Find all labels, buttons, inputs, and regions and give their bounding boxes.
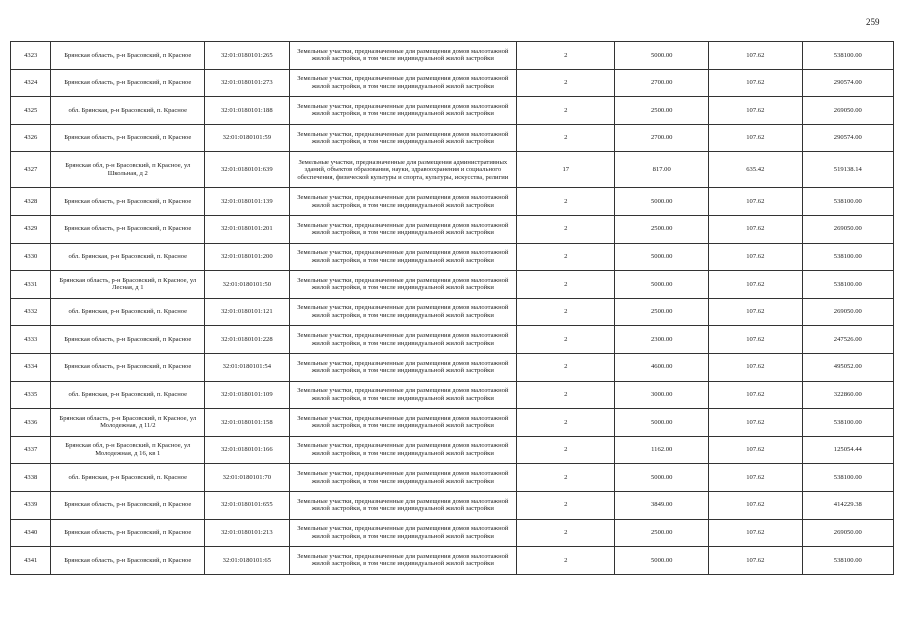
use-group-cell: 2 <box>517 298 615 326</box>
address-cell: Брянская область, р-н Брасовский, п Красное <box>51 353 205 381</box>
address-cell: Брянская обл, р-н Брасовский, п Красное, ул Школьная, д 2 <box>51 152 205 188</box>
permitted-use-cell: Земельные участки, предназначенные для размещения домов малоэтажной жилой застройки, в том числе индивидуальной жилой застройки <box>289 519 517 547</box>
area-cell: 4600.00 <box>615 353 709 381</box>
area-cell: 5000.00 <box>615 243 709 271</box>
permitted-use-cell: Земельные участки, предназначенные для размещения домов малоэтажной жилой застройки, в том числе индивидуальной жилой застройки <box>289 326 517 354</box>
row-number-cell: 4339 <box>11 491 51 519</box>
cadastral-number-cell: 32:01:0180101:188 <box>205 97 289 125</box>
permitted-use-cell: Земельные участки, предназначенные для размещения домов малоэтажной жилой застройки, в том числе индивидуальной жилой застройки <box>289 271 517 299</box>
specific-value-cell: 107.62 <box>709 519 803 547</box>
specific-value-cell: 107.62 <box>709 298 803 326</box>
area-cell: 2500.00 <box>615 298 709 326</box>
row-number-cell: 4329 <box>11 215 51 243</box>
use-group-cell: 2 <box>517 353 615 381</box>
specific-value-cell: 107.62 <box>709 353 803 381</box>
row-number-cell: 4341 <box>11 547 51 575</box>
cadastral-value-cell: 290574.00 <box>802 69 893 97</box>
table-row <box>11 188 894 216</box>
cadastral-value-cell: 538100.00 <box>802 547 893 575</box>
use-group-cell: 2 <box>517 464 615 492</box>
permitted-use-cell: Земельные участки, предназначенные для размещения домов малоэтажной жилой застройки, в том числе индивидуальной жилой застройки <box>289 491 517 519</box>
address-cell: Брянская область, р-н Брасовский, п Красное <box>51 124 205 152</box>
specific-value-cell: 107.62 <box>709 243 803 271</box>
row-number-cell: 4323 <box>11 42 51 70</box>
row-number-cell: 4338 <box>11 464 51 492</box>
permitted-use-cell: Земельные участки, предназначенные для размещения домов малоэтажной жилой застройки, в том числе индивидуальной жилой застройки <box>289 409 517 437</box>
permitted-use-cell: Земельные участки, предназначенные для размещения домов малоэтажной жилой застройки, в том числе индивидуальной жилой застройки <box>289 243 517 271</box>
row-number-cell: 4328 <box>11 188 51 216</box>
area-cell: 2700.00 <box>615 69 709 97</box>
cadastral-number-cell: 32:01:0180101:166 <box>205 436 289 464</box>
address-cell: Брянская область, р-н Брасовский, п Красное, ул Лесная, д 1 <box>51 271 205 299</box>
specific-value-cell: 107.62 <box>709 97 803 125</box>
permitted-use-cell: Земельные участки, предназначенные для размещения домов малоэтажной жилой застройки, в том числе индивидуальной жилой застройки <box>289 381 517 409</box>
area-cell: 5000.00 <box>615 188 709 216</box>
page-number: 259 <box>866 17 880 27</box>
table-row <box>11 353 894 381</box>
area-cell: 2500.00 <box>615 215 709 243</box>
specific-value-cell: 107.62 <box>709 409 803 437</box>
address-cell: Брянская обл, р-н Брасовский, п Красное, ул Молодежная, д 16, кв 1 <box>51 436 205 464</box>
area-cell: 2700.00 <box>615 124 709 152</box>
table-row <box>11 42 894 70</box>
specific-value-cell: 107.62 <box>709 547 803 575</box>
cadastral-number-cell: 32:01:0180101:201 <box>205 215 289 243</box>
specific-value-cell: 107.62 <box>709 42 803 70</box>
address-cell: обл. Брянская, р-н Брасовский, п. Красное <box>51 97 205 125</box>
registry-body <box>11 42 894 575</box>
use-group-cell: 2 <box>517 271 615 299</box>
cadastral-value-cell: 538100.00 <box>802 271 893 299</box>
table-row <box>11 243 894 271</box>
address-cell: Брянская область, р-н Брасовский, п Красное <box>51 188 205 216</box>
area-cell: 5000.00 <box>615 42 709 70</box>
permitted-use-cell: Земельные участки, предназначенные для размещения домов малоэтажной жилой застройки, в том числе индивидуальной жилой застройки <box>289 353 517 381</box>
address-cell: Брянская область, р-н Брасовский, п Красное <box>51 326 205 354</box>
address-cell: обл. Брянская, р-н Брасовский, п. Красное <box>51 464 205 492</box>
use-group-cell: 2 <box>517 326 615 354</box>
area-cell: 5000.00 <box>615 409 709 437</box>
cadastral-number-cell: 32:01:0180101:59 <box>205 124 289 152</box>
use-group-cell: 2 <box>517 42 615 70</box>
permitted-use-cell: Земельные участки, предназначенные для размещения домов малоэтажной жилой застройки, в том числе индивидуальной жилой застройки <box>289 124 517 152</box>
use-group-cell: 2 <box>517 69 615 97</box>
row-number-cell: 4333 <box>11 326 51 354</box>
permitted-use-cell: Земельные участки, предназначенные для размещения административных зданий, объектов образования, науки, здравоохранения и социального обеспечения, физической культуры и спорта, культуры, искусства, религии <box>289 152 517 188</box>
cadastral-number-cell: 32:01:0180101:50 <box>205 271 289 299</box>
cadastral-value-cell: 269050.00 <box>802 519 893 547</box>
address-cell: Брянская область, р-н Брасовский, п Красное <box>51 215 205 243</box>
row-number-cell: 4332 <box>11 298 51 326</box>
address-cell: Брянская область, р-н Брасовский, п Красное <box>51 69 205 97</box>
row-number-cell: 4331 <box>11 271 51 299</box>
cadastral-value-cell: 247526.00 <box>802 326 893 354</box>
address-cell: обл. Брянская, р-н Брасовский, п. Красное <box>51 381 205 409</box>
table-row <box>11 436 894 464</box>
table-row <box>11 381 894 409</box>
specific-value-cell: 107.62 <box>709 326 803 354</box>
cadastral-value-cell: 538100.00 <box>802 464 893 492</box>
use-group-cell: 2 <box>517 519 615 547</box>
specific-value-cell: 107.62 <box>709 464 803 492</box>
use-group-cell: 2 <box>517 436 615 464</box>
use-group-cell: 2 <box>517 97 615 125</box>
use-group-cell: 2 <box>517 381 615 409</box>
table-row <box>11 271 894 299</box>
cadastral-value-cell: 269050.00 <box>802 215 893 243</box>
use-group-cell: 2 <box>517 188 615 216</box>
area-cell: 5000.00 <box>615 547 709 575</box>
cadastral-value-cell: 538100.00 <box>802 409 893 437</box>
cadastral-number-cell: 32:01:0180101:139 <box>205 188 289 216</box>
row-number-cell: 4326 <box>11 124 51 152</box>
land-plot-registry-table <box>10 41 894 575</box>
cadastral-value-cell: 322860.00 <box>802 381 893 409</box>
cadastral-value-cell: 125054.44 <box>802 436 893 464</box>
use-group-cell: 2 <box>517 547 615 575</box>
address-cell: Брянская область, р-н Брасовский, п Красное <box>51 42 205 70</box>
cadastral-number-cell: 32:01:0180101:65 <box>205 547 289 575</box>
address-cell: обл. Брянская, р-н Брасовский, п. Красное <box>51 298 205 326</box>
cadastral-value-cell: 538100.00 <box>802 188 893 216</box>
cadastral-number-cell: 32:01:0180101:273 <box>205 69 289 97</box>
table-row <box>11 547 894 575</box>
row-number-cell: 4337 <box>11 436 51 464</box>
cadastral-value-cell: 538100.00 <box>802 42 893 70</box>
specific-value-cell: 107.62 <box>709 124 803 152</box>
use-group-cell: 17 <box>517 152 615 188</box>
table-row <box>11 97 894 125</box>
cadastral-number-cell: 32:01:0180101:109 <box>205 381 289 409</box>
use-group-cell: 2 <box>517 409 615 437</box>
area-cell: 2300.00 <box>615 326 709 354</box>
area-cell: 2500.00 <box>615 97 709 125</box>
table-row <box>11 298 894 326</box>
cadastral-number-cell: 32:01:0180101:655 <box>205 491 289 519</box>
row-number-cell: 4327 <box>11 152 51 188</box>
address-cell: Брянская область, р-н Брасовский, п Красное <box>51 491 205 519</box>
table-row <box>11 519 894 547</box>
use-group-cell: 2 <box>517 124 615 152</box>
address-cell: Брянская область, р-н Брасовский, п Красное <box>51 519 205 547</box>
area-cell: 2500.00 <box>615 519 709 547</box>
cadastral-value-cell: 269050.00 <box>802 298 893 326</box>
table-row <box>11 215 894 243</box>
cadastral-value-cell: 495052.00 <box>802 353 893 381</box>
row-number-cell: 4330 <box>11 243 51 271</box>
cadastral-value-cell: 269050.00 <box>802 97 893 125</box>
cadastral-value-cell: 538100.00 <box>802 243 893 271</box>
table-row <box>11 326 894 354</box>
row-number-cell: 4334 <box>11 353 51 381</box>
area-cell: 5000.00 <box>615 271 709 299</box>
table-row <box>11 152 894 188</box>
specific-value-cell: 107.62 <box>709 215 803 243</box>
table-row <box>11 464 894 492</box>
specific-value-cell: 107.62 <box>709 188 803 216</box>
use-group-cell: 2 <box>517 215 615 243</box>
table-row <box>11 124 894 152</box>
permitted-use-cell: Земельные участки, предназначенные для размещения домов малоэтажной жилой застройки, в том числе индивидуальной жилой застройки <box>289 436 517 464</box>
row-number-cell: 4340 <box>11 519 51 547</box>
row-number-cell: 4335 <box>11 381 51 409</box>
cadastral-number-cell: 32:01:0180101:121 <box>205 298 289 326</box>
cadastral-value-cell: 290574.00 <box>802 124 893 152</box>
area-cell: 1162.00 <box>615 436 709 464</box>
specific-value-cell: 107.62 <box>709 271 803 299</box>
permitted-use-cell: Земельные участки, предназначенные для размещения домов малоэтажной жилой застройки, в том числе индивидуальной жилой застройки <box>289 97 517 125</box>
table-row <box>11 491 894 519</box>
row-number-cell: 4324 <box>11 69 51 97</box>
specific-value-cell: 107.62 <box>709 491 803 519</box>
permitted-use-cell: Земельные участки, предназначенные для размещения домов малоэтажной жилой застройки, в том числе индивидуальной жилой застройки <box>289 547 517 575</box>
use-group-cell: 2 <box>517 491 615 519</box>
address-cell: Брянская область, р-н Брасовский, п Красное <box>51 547 205 575</box>
cadastral-value-cell: 414229.38 <box>802 491 893 519</box>
permitted-use-cell: Земельные участки, предназначенные для размещения домов малоэтажной жилой застройки, в том числе индивидуальной жилой застройки <box>289 298 517 326</box>
use-group-cell: 2 <box>517 243 615 271</box>
cadastral-number-cell: 32:01:0180101:265 <box>205 42 289 70</box>
specific-value-cell: 107.62 <box>709 69 803 97</box>
cadastral-number-cell: 32:01:0180101:70 <box>205 464 289 492</box>
specific-value-cell: 635.42 <box>709 152 803 188</box>
area-cell: 3000.00 <box>615 381 709 409</box>
table-row <box>11 409 894 437</box>
area-cell: 817.00 <box>615 152 709 188</box>
permitted-use-cell: Земельные участки, предназначенные для размещения домов малоэтажной жилой застройки, в том числе индивидуальной жилой застройки <box>289 42 517 70</box>
cadastral-number-cell: 32:01:0180101:200 <box>205 243 289 271</box>
address-cell: обл. Брянская, р-н Брасовский, п. Красное <box>51 243 205 271</box>
specific-value-cell: 107.62 <box>709 436 803 464</box>
row-number-cell: 4325 <box>11 97 51 125</box>
permitted-use-cell: Земельные участки, предназначенные для размещения домов малоэтажной жилой застройки, в том числе индивидуальной жилой застройки <box>289 215 517 243</box>
cadastral-number-cell: 32:01:0180101:158 <box>205 409 289 437</box>
specific-value-cell: 107.62 <box>709 381 803 409</box>
area-cell: 3849.00 <box>615 491 709 519</box>
cadastral-value-cell: 519138.14 <box>802 152 893 188</box>
cadastral-number-cell: 32:01:0180101:228 <box>205 326 289 354</box>
permitted-use-cell: Земельные участки, предназначенные для размещения домов малоэтажной жилой застройки, в том числе индивидуальной жилой застройки <box>289 464 517 492</box>
cadastral-number-cell: 32:01:0180101:639 <box>205 152 289 188</box>
row-number-cell: 4336 <box>11 409 51 437</box>
permitted-use-cell: Земельные участки, предназначенные для размещения домов малоэтажной жилой застройки, в том числе индивидуальной жилой застройки <box>289 188 517 216</box>
area-cell: 5000.00 <box>615 464 709 492</box>
permitted-use-cell: Земельные участки, предназначенные для размещения домов малоэтажной жилой застройки, в том числе индивидуальной жилой застройки <box>289 69 517 97</box>
cadastral-number-cell: 32:01:0180101:54 <box>205 353 289 381</box>
address-cell: Брянская область, р-н Брасовский, п Красное, ул Молодежная, д 11/2 <box>51 409 205 437</box>
table-row <box>11 69 894 97</box>
cadastral-number-cell: 32:01:0180101:213 <box>205 519 289 547</box>
